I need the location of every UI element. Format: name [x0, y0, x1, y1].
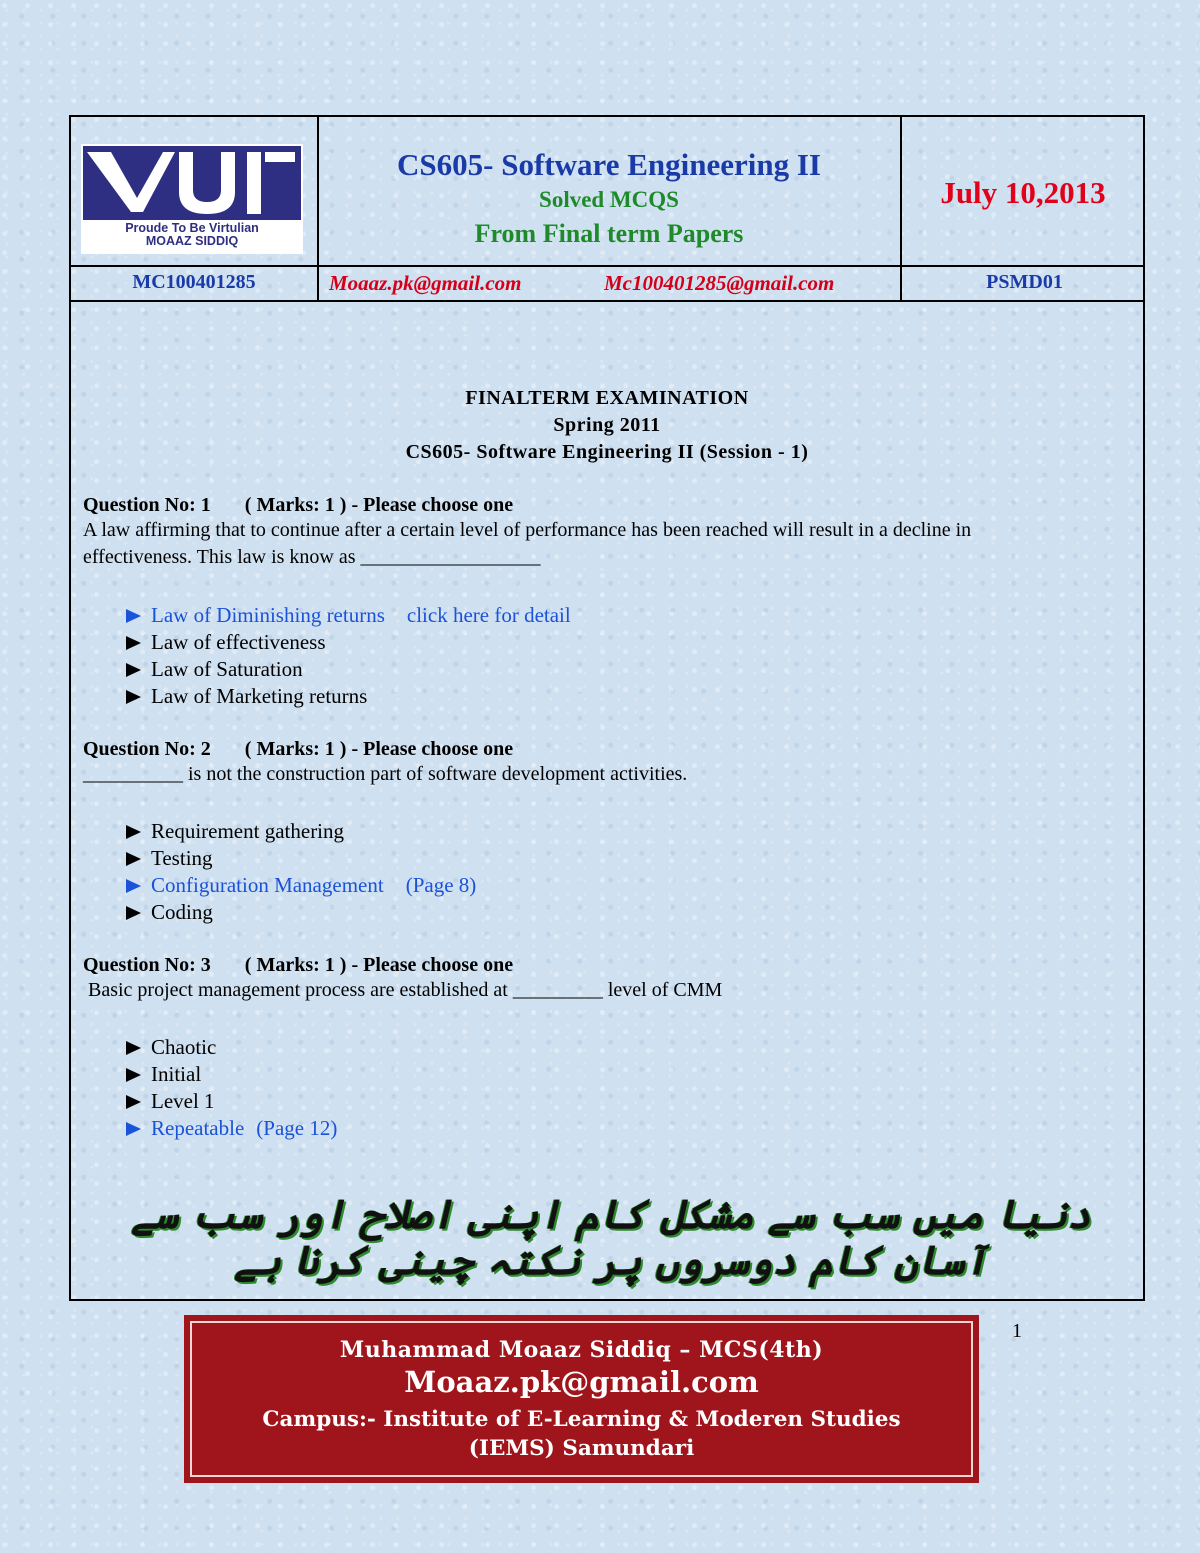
option-label: Repeatable — [151, 1116, 245, 1140]
campus-line-1: Campus:- Institute of E-Learning & Moderen Studies — [262, 1407, 901, 1432]
option-label: Law of Marketing returns — [151, 684, 368, 708]
student-id: MC100401285 — [132, 271, 256, 293]
question-text-line: effectiveness. This law is know as __________________ — [83, 546, 541, 568]
page-reference: (Page 12) — [256, 1116, 338, 1140]
option[interactable] — [126, 1061, 337, 1088]
question-header — [83, 494, 1133, 517]
question-2 — [83, 738, 1133, 788]
page-number: 1 — [1012, 1320, 1022, 1342]
options-list-2 — [126, 818, 476, 926]
header-row — [71, 117, 1143, 267]
document-source: From Final term Papers — [474, 219, 744, 248]
page-reference: (Page 8) — [405, 873, 477, 897]
triangle-bullet-icon — [126, 825, 141, 839]
option[interactable] — [126, 845, 476, 872]
option-label: Law of Saturation — [151, 657, 303, 681]
option-label: Requirement gathering — [151, 819, 345, 843]
exam-term: Spring 2011 — [553, 414, 661, 436]
option[interactable] — [126, 1034, 337, 1061]
option[interactable] — [126, 899, 476, 926]
triangle-bullet-icon — [126, 906, 141, 920]
option-label: Initial — [151, 1062, 202, 1086]
triangle-bullet-icon — [126, 1095, 141, 1109]
vu-logo — [81, 144, 303, 254]
campus-line-2: (IEMS) Samundari — [468, 1436, 695, 1461]
email-link-2[interactable]: Mc100401285@gmail.com — [604, 271, 835, 295]
options-list-3 — [126, 1034, 337, 1142]
author-name: Muhammad Moaaz Siddiq – MCS(4th) — [339, 1337, 824, 1363]
urdu-quote: دنیا میں سب سے مشکل کام اپنی اصلاح اور سب سے آسان کام دوسروں پر نکتہ چینی کرنا ہے — [131, 1192, 1091, 1284]
option[interactable] — [126, 683, 571, 710]
triangle-bullet-icon — [126, 1041, 141, 1055]
question-text-line: Basic project management process are established at _________ level of CMM — [83, 979, 723, 1001]
triangle-bullet-icon — [126, 690, 141, 704]
triangle-bullet-icon — [126, 609, 141, 623]
triangle-bullet-icon — [126, 663, 141, 677]
question-label: Question No: 3 — [83, 954, 211, 976]
question-label: Question No: 1 — [83, 494, 211, 516]
document-title: CS605- Software Engineering II — [397, 147, 821, 182]
exam-title: FINALTERM EXAMINATION — [465, 387, 749, 409]
document-frame — [69, 115, 1145, 1301]
option[interactable] — [126, 656, 571, 683]
option-label: Level 1 — [151, 1089, 215, 1113]
code: PSMD01 — [986, 271, 1063, 293]
author-banner — [184, 1315, 979, 1483]
triangle-bullet-icon — [126, 879, 141, 893]
triangle-bullet-icon — [126, 1122, 141, 1136]
logo-tagline-2: MOAAZ SIDDIQ — [145, 234, 239, 248]
option-label: Chaotic — [151, 1035, 217, 1059]
email-link-1[interactable]: Moaaz.pk@gmail.com — [329, 271, 522, 295]
option-label: Configuration Management — [151, 873, 384, 897]
question-header — [83, 738, 1133, 761]
option-correct[interactable] — [126, 872, 476, 899]
option[interactable] — [126, 1088, 337, 1115]
option-correct[interactable] — [126, 1115, 337, 1142]
question-header — [83, 954, 1133, 977]
option-label: Law of effectiveness — [151, 630, 326, 654]
options-list-1 — [126, 602, 571, 710]
id-row — [71, 267, 1143, 302]
option-label: Law of Diminishing returns — [151, 603, 385, 627]
author-banner-inner — [190, 1321, 973, 1477]
document-date: July 10,2013 — [940, 175, 1106, 210]
option[interactable] — [126, 629, 571, 656]
vu-logo-mark — [83, 146, 301, 220]
question-3 — [83, 954, 1133, 1004]
triangle-bullet-icon — [126, 852, 141, 866]
option-label: Testing — [151, 846, 213, 870]
exam-course: CS605- Software Engineering II (Session - 1) — [405, 441, 809, 463]
document-subtitle: Solved MCQS — [539, 187, 679, 212]
question-text-line: __________ is not the construction part of software development activities. — [83, 763, 688, 785]
triangle-bullet-icon — [126, 1068, 141, 1082]
author-email[interactable]: Moaaz.pk@gmail.com — [404, 1365, 759, 1399]
logo-tagline — [81, 222, 303, 248]
question-marks: ( Marks: 1 ) - Please choose one — [244, 954, 514, 976]
question-text-line: A law affirming that to continue after a certain level of performance has been reached will result in a decline in — [83, 519, 972, 541]
option[interactable] — [126, 818, 476, 845]
question-1 — [83, 494, 1133, 571]
option-label: Coding — [151, 900, 213, 924]
logo-tagline-1: Proude To Be Virtulian — [125, 221, 259, 235]
triangle-bullet-icon — [126, 636, 141, 650]
question-label: Question No: 2 — [83, 738, 211, 760]
question-marks: ( Marks: 1 ) - Please choose one — [244, 738, 514, 760]
detail-link[interactable]: click here for detail — [406, 603, 571, 627]
option-correct[interactable] — [126, 602, 571, 629]
question-marks: ( Marks: 1 ) - Please choose one — [244, 494, 514, 516]
